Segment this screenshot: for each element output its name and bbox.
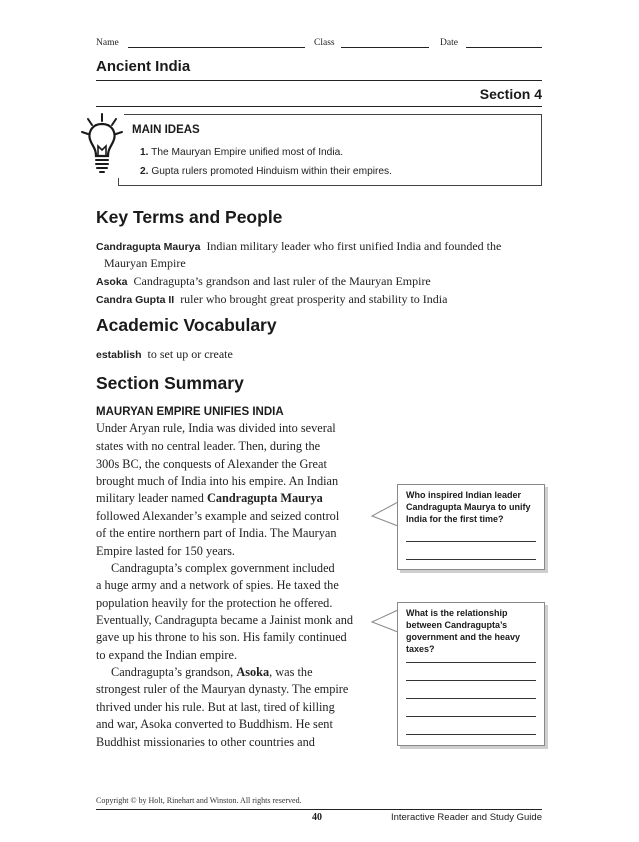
page-number: 40 [312,812,322,823]
key-terms-heading: Key Terms and People [96,207,283,227]
main-idea-number: 2. [140,166,149,177]
section-title: Section 4 [479,86,542,102]
summary-line: to expand the Indian empire. [96,648,238,662]
vocab-establish [96,347,233,362]
summary-subheading: MAURYAN EMPIRE UNIFIES INDIA [96,406,284,418]
main-ideas-title: MAIN IDEAS [132,124,200,136]
class-label: Class [314,38,335,48]
summary-line: thrived under his rule. But at last, tired of killing [96,700,335,714]
term-definition: Candragupta’s grandson and last ruler of the Mauryan Empire [133,274,431,288]
summary-line: population heavily for the protection he offered. [96,596,333,610]
summary-line: brought much of India into his empire. An Indian [96,474,339,488]
summary-line: and war, Asoka converted to Buddhism. He sent [96,717,333,731]
date-label: Date [440,38,458,48]
title-rule [96,80,542,81]
question-text: Who inspired Indian leader Candragupta Maurya to unify India for the first time? [406,490,531,524]
term-candragupta-maurya: Candragupta Maurya [206,491,323,505]
guide-title: Interactive Reader and Study Guide [390,812,542,823]
footer-rule [96,809,542,810]
summary-line: gave up his throne to his son. His family continued [96,630,347,644]
callout-pointer [370,608,400,638]
callout-pointer [370,500,400,530]
question-box-1 [397,484,545,570]
vocab-term: establish [96,349,142,361]
summary-line: 300s BC, the conquests of Alexander the Great [96,457,327,471]
answer-line[interactable] [406,541,536,542]
answer-line[interactable] [406,680,536,681]
summary-line: a huge army and a network of spies. He taxed the [96,578,339,592]
main-idea-text: The Mauryan Empire unified most of India. [151,147,344,158]
lightbulb-icon [80,112,124,178]
term-candragupta-cont: Mauryan Empire [104,256,186,270]
academic-vocab-heading: Academic Vocabulary [96,315,277,335]
answer-line[interactable] [406,698,536,699]
term-asoka: Asoka [236,665,270,679]
term-candra-gupta [96,292,447,307]
summary-line: strongest ruler of the Mauryan dynasty. The empire [96,682,349,696]
summary-line: of the entire northern part of India. The Mauryan [96,526,337,540]
answer-line[interactable] [406,716,536,717]
answer-line[interactable] [406,662,536,663]
date-field[interactable] [466,47,542,48]
term-candragupta [96,239,501,254]
summary-line: Eventually, Candragupta became a Jainist monk and [96,613,354,627]
name-label: Name [96,38,119,48]
term-name: Candra Gupta II [96,294,175,306]
summary-line: states with no central leader. Then, during the [96,439,321,453]
summary-text: Candragupta’s grandson, [111,665,237,679]
summary-text: , was the [269,665,313,679]
vocab-definition: to set up or create [147,347,233,361]
main-idea-2 [140,166,392,177]
summary-line: Buddhist missionaries to other countries and [96,735,315,749]
question-text: What is the relationship between Candragupta’s government and the heavy taxes? [406,608,521,654]
unit-title: Ancient India [96,58,191,75]
summary-line [96,491,323,506]
summary-text: military leader named [96,491,207,505]
summary-line: followed Alexander’s example and seized control [96,509,340,523]
question-box-2 [397,602,545,746]
term-definition: Indian military leader who first unified India and founded the [206,239,502,253]
main-idea-text: Gupta rulers promoted Hinduism within their empires. [151,166,392,177]
summary-line: Under Aryan rule, India was divided into several [96,421,336,435]
term-asoka [96,274,431,289]
name-field[interactable] [128,47,305,48]
main-idea-number: 1. [140,147,149,158]
section-summary-heading: Section Summary [96,373,244,393]
term-name: Asoka [96,276,128,288]
summary-line: Candragupta’s complex government included [111,561,335,575]
answer-line[interactable] [406,734,536,735]
section-rule [96,106,542,107]
term-name: Candragupta Maurya [96,241,201,253]
copyright: Copyright © by Holt, Rinehart and Winston. All rights reserved. [96,796,302,805]
summary-line: Empire lasted for 150 years. [96,544,235,558]
main-idea-1 [140,147,343,158]
answer-line[interactable] [406,559,536,560]
summary-line [111,665,313,680]
class-field[interactable] [341,47,429,48]
term-definition: ruler who brought great prosperity and stability to India [180,292,448,306]
